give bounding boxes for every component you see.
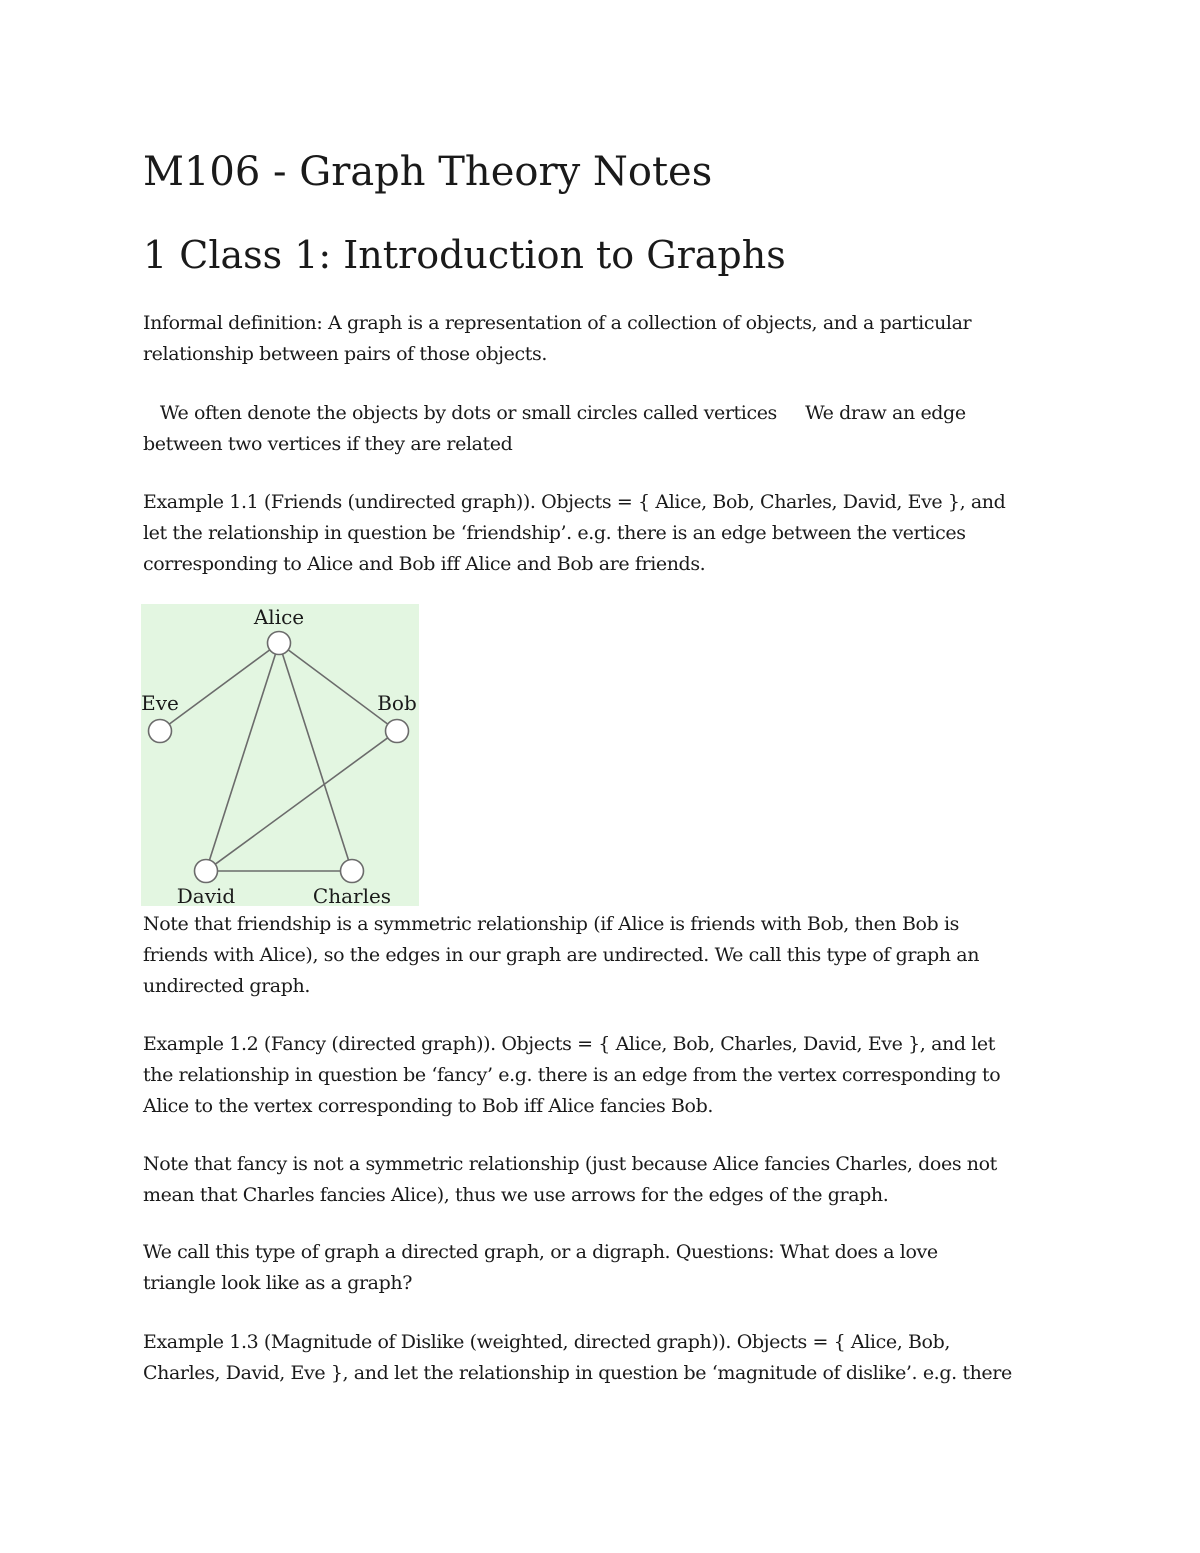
paragraph-note-fancy xyxy=(143,1149,1073,1211)
text-line: Charles, David, Eve }, and let the relationship in question be ‘magnitude of dislike’. e.g. there xyxy=(143,1362,1012,1384)
text-line: triangle look like as a graph? xyxy=(143,1272,412,1294)
text-line: relationship between pairs of those objects. xyxy=(143,343,547,365)
text-line: corresponding to Alice and Bob iff Alice and Bob are friends. xyxy=(143,553,706,575)
vertex-david xyxy=(195,860,218,883)
edge-alice-david xyxy=(210,654,276,860)
text-line: Example 1.3 (Magnitude of Dislike (weighted, directed graph)). Objects = { Alice, Bob, xyxy=(143,1331,950,1353)
text-line: Example 1.2 (Fancy (directed graph)). Objects = { Alice, Bob, Charles, David, Eve }, and let xyxy=(143,1033,996,1055)
text-line: Example 1.1 (Friends (undirected graph)). Objects = { Alice, Bob, Charles, David, Eve }, and xyxy=(143,491,1006,513)
paragraph-digraph xyxy=(143,1237,1073,1299)
text-line: friends with Alice), so the edges in our graph are undirected. We call this type of graph an xyxy=(143,944,980,966)
document-title: M106 - Graph Theory Notes xyxy=(143,149,713,195)
edge-bob-david xyxy=(215,738,387,864)
paragraph-example-1-1 xyxy=(143,487,1073,580)
friends-graph-figure xyxy=(141,604,419,906)
text-line: We call this type of graph a directed graph, or a digraph. Questions: What does a love xyxy=(143,1241,938,1263)
text-line: Note that fancy is not a symmetric relationship (just because Alice fancies Charles, does not xyxy=(143,1153,997,1175)
section-title: 1 Class 1: Introduction to Graphs xyxy=(143,233,786,277)
vertex-charles xyxy=(341,860,364,883)
paragraph-vertices xyxy=(143,398,1073,460)
edge-alice-eve xyxy=(169,650,270,724)
text-line: let the relationship in question be ‘friendship’. e.g. there is an edge between the vertices xyxy=(143,522,966,544)
friends-graph xyxy=(141,604,419,906)
paragraph-informal-definition xyxy=(143,308,1073,370)
text-line: Informal definition: A graph is a representation of a collection of objects, and a particular xyxy=(143,312,972,334)
text-line: Alice to the vertex corresponding to Bob iff Alice fancies Bob. xyxy=(143,1095,713,1117)
vertex-eve xyxy=(149,720,172,743)
vertex-bob xyxy=(386,720,409,743)
paragraph-example-1-2 xyxy=(143,1029,1073,1122)
text-line: between two vertices if they are related xyxy=(143,433,513,455)
graph-edges xyxy=(169,650,388,871)
text-line: undirected graph. xyxy=(143,975,310,997)
vertex-label-david: David xyxy=(176,884,236,906)
vertex-label-charles: Charles xyxy=(312,884,392,906)
vertex-label-bob: Bob xyxy=(377,691,417,715)
text-line: mean that Charles fancies Alice), thus we use arrows for the edges of the graph. xyxy=(143,1184,889,1206)
vertex-label-eve: Eve xyxy=(141,691,179,715)
paragraph-example-1-3 xyxy=(143,1327,1073,1389)
graph-nodes xyxy=(141,605,417,906)
edge-alice-charles xyxy=(283,654,349,860)
edge-alice-bob xyxy=(288,650,388,724)
vertex-alice xyxy=(268,632,291,655)
text-line: Note that friendship is a symmetric relationship (if Alice is friends with Bob, then Bob is xyxy=(143,913,959,935)
vertex-label-alice: Alice xyxy=(253,605,305,629)
text-line: the relationship in question be ‘fancy’ e.g. there is an edge from the vertex corresponding to xyxy=(143,1064,1001,1086)
paragraph-note-friendship xyxy=(143,909,1073,1002)
text-line: We often denote the objects by dots or small circles called vertices We draw an edge xyxy=(143,402,966,424)
